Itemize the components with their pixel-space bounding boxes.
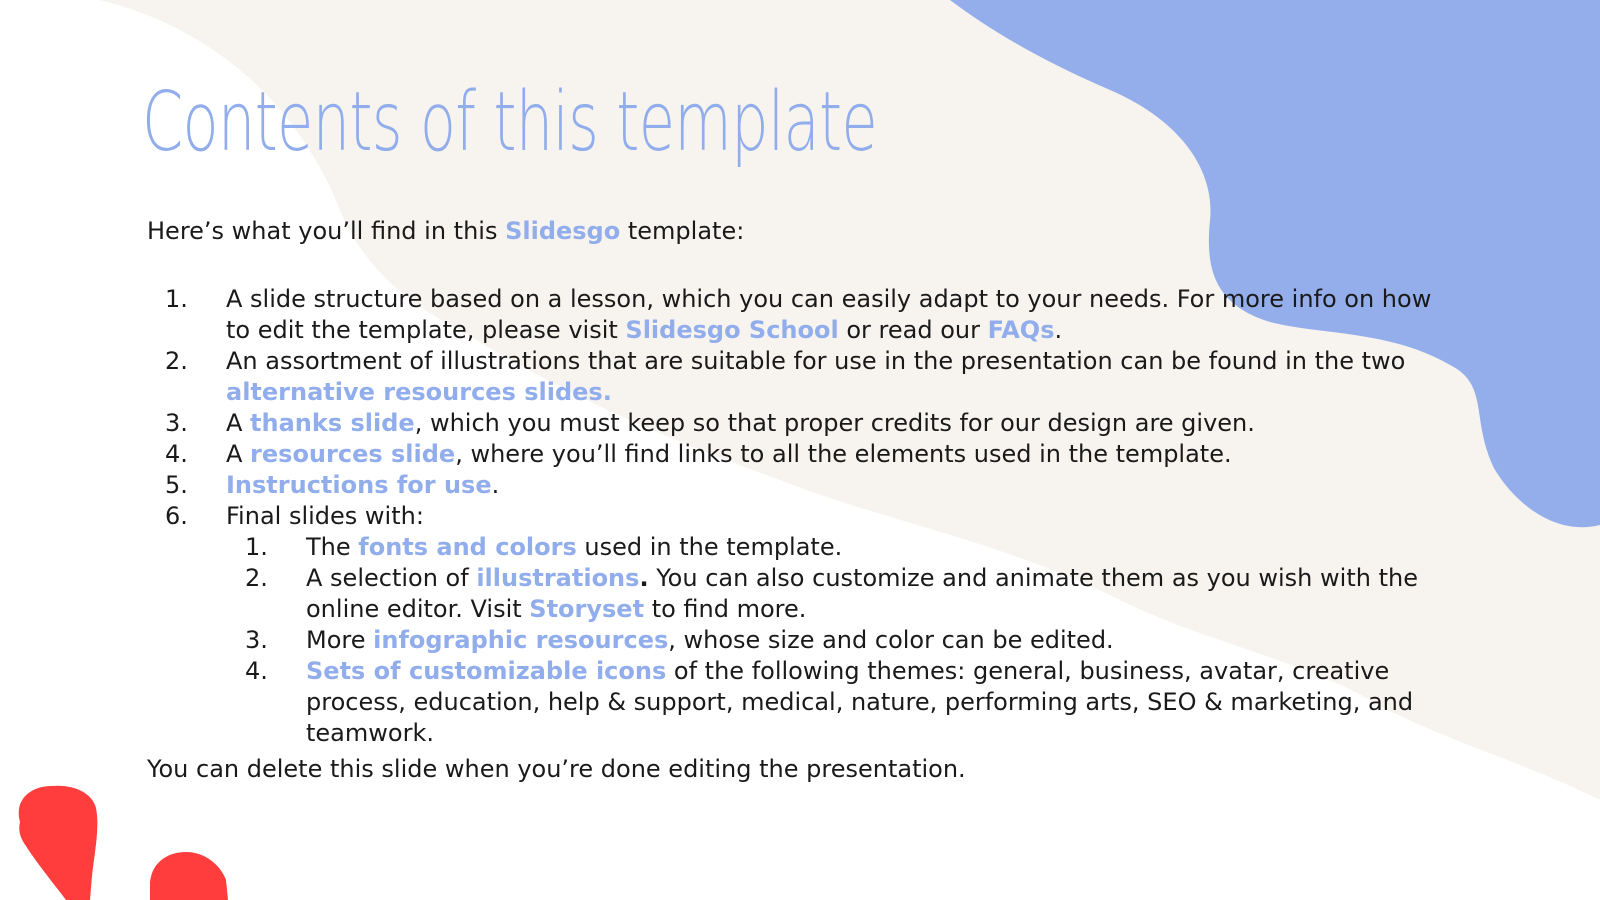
item-text: . xyxy=(1054,316,1063,344)
instructions-link[interactable]: Instructions for use xyxy=(226,471,492,499)
item-text: A selection of xyxy=(306,564,477,592)
item-text: A slide structure based on a lesson, which you can easily adapt to your needs. For more info on how to edit the template, please visit xyxy=(226,285,1432,344)
intro-text xyxy=(147,216,744,247)
item-text: A xyxy=(226,409,251,437)
slidesgo-link[interactable]: Slidesgo xyxy=(505,217,621,245)
item-text: More xyxy=(306,626,374,654)
fonts-colors-link[interactable]: fonts and colors xyxy=(358,533,577,561)
sublist-item-3 xyxy=(147,625,1447,656)
resources-slide-link[interactable]: resources slide xyxy=(250,440,456,468)
item-text: . xyxy=(639,564,649,592)
list-number: 4. xyxy=(165,440,188,468)
list-number: 3. xyxy=(245,626,268,654)
item-text: The xyxy=(306,533,359,561)
list-number: 4. xyxy=(245,657,268,685)
faqs-link[interactable]: FAQs xyxy=(987,316,1055,344)
list-item-4 xyxy=(147,439,1447,470)
list-item-2 xyxy=(147,346,1447,408)
item-text: of the following themes: general, business, avatar, creative process, education, help & support, medical, nature, performing arts, SEO & marketing, and teamwork. xyxy=(306,657,1414,747)
sublist-item-1 xyxy=(147,532,1447,563)
intro-after: template: xyxy=(620,217,745,245)
sublist-item-2 xyxy=(147,563,1447,625)
item-text: Final slides with: xyxy=(226,502,424,530)
outro-text: You can delete this slide when you’re done editing the presentation. xyxy=(147,755,966,783)
list-item-1 xyxy=(147,284,1447,346)
sublist-item-4 xyxy=(147,656,1447,749)
item-text: or read our xyxy=(838,316,988,344)
list-item-3 xyxy=(147,408,1447,439)
item-text: , whose size and color can be edited. xyxy=(668,626,1114,654)
storyset-link[interactable]: Storyset xyxy=(529,595,645,623)
infographic-resources-link[interactable]: infographic resources xyxy=(373,626,669,654)
list-number: 2. xyxy=(245,564,268,592)
list-number: 6. xyxy=(165,502,188,530)
illustrations-link[interactable]: illustrations xyxy=(476,564,640,592)
item-text: You can also customize and animate them as you wish with the online editor. Visit xyxy=(306,564,1418,623)
intro-before: Here’s what you’ll find in this xyxy=(147,217,506,245)
slidesgo-school-link[interactable]: Slidesgo School xyxy=(625,316,839,344)
list-number: 2. xyxy=(165,347,188,375)
item-text: An assortment of illustrations that are suitable for use in the presentation can be found in the two xyxy=(226,347,1406,375)
list-number: 3. xyxy=(165,409,188,437)
contents-list xyxy=(147,284,1447,749)
list-number: 5. xyxy=(165,471,188,499)
thanks-slide-link[interactable]: thanks slide xyxy=(250,409,415,437)
alternative-resources-link[interactable]: alternative resources slides. xyxy=(226,378,612,406)
item-text: , where you’ll find links to all the elements used in the template. xyxy=(455,440,1232,468)
list-item-6 xyxy=(147,501,1447,532)
customizable-icons-link[interactable]: Sets of customizable icons xyxy=(306,657,667,685)
item-text: to find more. xyxy=(644,595,807,623)
list-item-5 xyxy=(147,470,1447,501)
page-title: Contents of this template xyxy=(142,75,878,170)
item-text: . xyxy=(491,471,500,499)
item-text: , which you must keep so that proper credits for our design are given. xyxy=(414,409,1255,437)
list-number: 1. xyxy=(165,285,188,313)
item-text: A xyxy=(226,440,251,468)
list-number: 1. xyxy=(245,533,268,561)
item-text: used in the template. xyxy=(576,533,843,561)
